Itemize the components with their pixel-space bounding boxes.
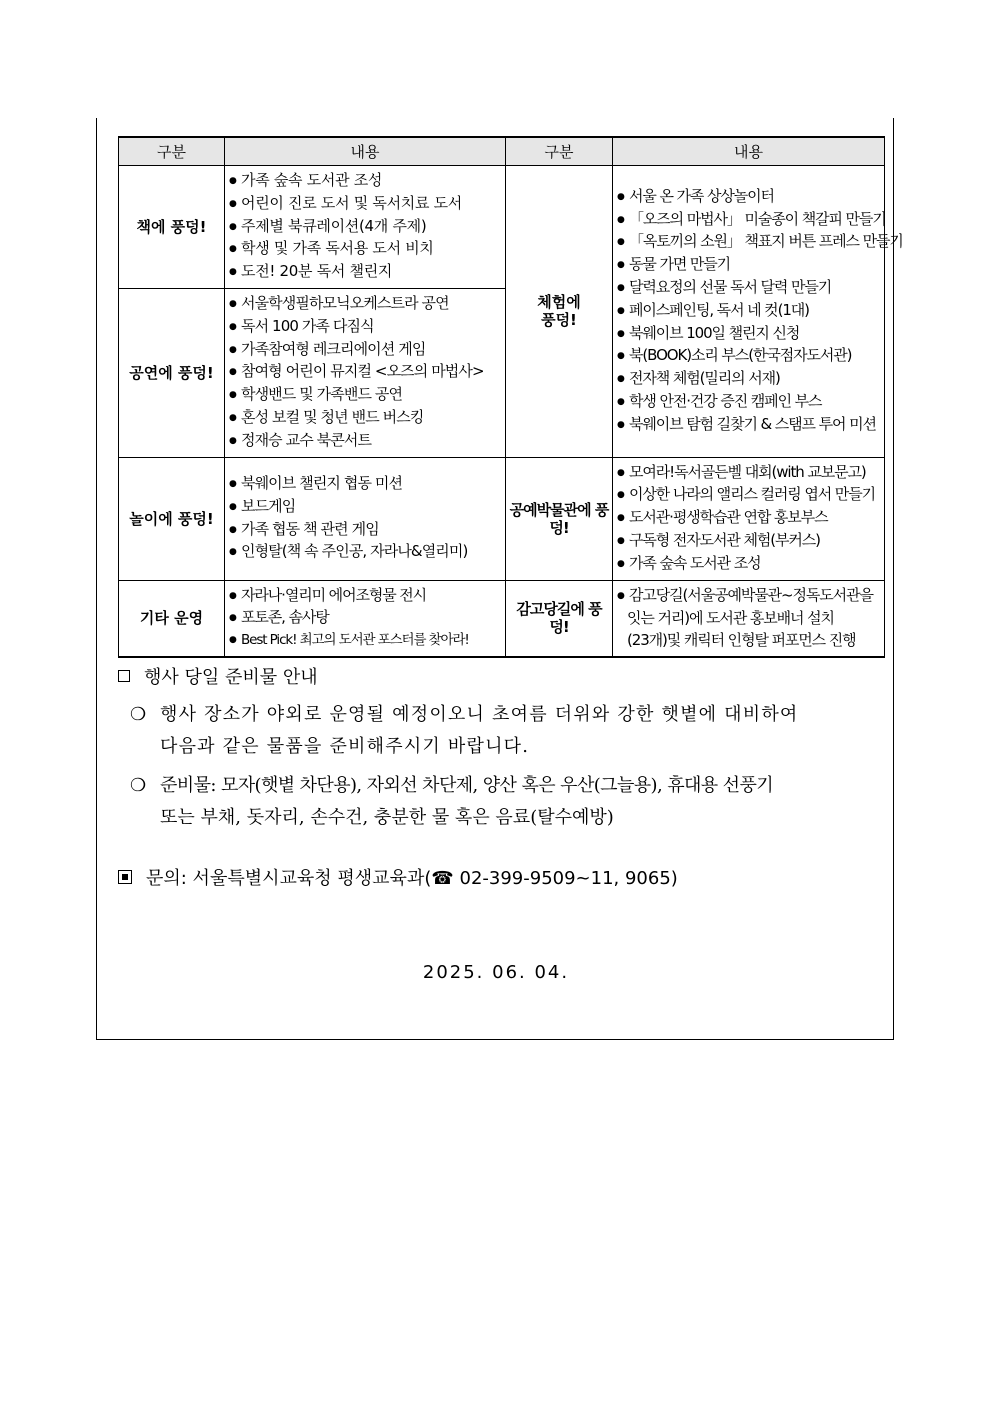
list-item: ● 가족 협동 책 관련 게임 [229,519,379,538]
list-item: ● 혼성 보컬 및 청년 밴드 버스킹 [229,407,424,426]
document-date: 2025. 06. 04. [422,962,570,983]
list-item: ● 가족 숲속 도서관 조성 [229,171,383,189]
notice-paragraph-supplies: ❍ 준비물: 모자(햇볕 차단용), 자외선 차단제, 양산 혹은 우산(그늘용), 휴대용 선풍기 또는 부채, 돗자리, 손수건, 충분한 물 혹은 음료(탈수예방) [130,770,892,834]
list-item: ● 학생 및 가족 독서용 도서 비치 [229,239,434,258]
filled-square-icon [118,870,132,884]
category-craft-museum: 공예박물관에 풍덩! [506,457,613,580]
content-other [225,580,506,657]
list-item: ● 가족참여형 레크리에이션 게임 [229,339,426,358]
list-item: ● 북웨이브 챌린지 협동 미션 [229,473,403,492]
list-item: ● 감고당길(서울공예박물관~정독도서관을 [617,586,873,605]
list-item: ● 참여형 어린이 뮤지컬 <오즈의 마법사> [229,362,484,381]
checkbox-square-icon [118,670,130,682]
list-item: ● 페이스페인팅, 독서 네 컷(1대) [617,300,809,319]
list-item: ● 학생 안전·건강 증진 캠페인 부스 [617,392,822,411]
list-item: ● 동물 가면 만들기 [617,255,731,274]
header-content-left: 내용 [225,137,506,166]
list-item: ● 북웨이브 탐험 길찾기 & 스탬프 투어 미션 [617,414,876,433]
category-performance: 공연에 풍덩! [119,288,225,457]
content-play [225,457,506,580]
circle-bullet-icon: ❍ [130,775,147,796]
category-experience: 체험에 풍덩! [506,166,613,458]
category-other: 기타 운영 [119,580,225,657]
list-item: ● Best Pick! 최고의 도서관 포스터를 찾아라! [229,632,469,649]
header-category-left: 구분 [119,137,225,166]
list-item: ● 북(BOOK)소리 부스(한국점자도서관) [617,346,852,365]
list-item: ● 이상한 나라의 앨리스 컬러링 엽서 만들기 [617,485,875,504]
list-item: ● 가족 숲속 도서관 조성 [617,553,761,572]
events-table [118,136,903,658]
list-item: ● 「옥토끼의 소원」 책표지 버튼 프레스 만들기 [617,232,903,251]
list-item: ● 정재승 교수 북콘서트 [229,430,372,449]
category-gamgodang: 감고당길에 풍덩! [506,580,613,657]
table-header-row [119,137,885,166]
table-row [119,580,885,657]
content-experience [613,166,903,458]
list-item: ● 독서 100 가족 다짐식 [229,316,374,335]
table-row [119,457,885,580]
list-item: ● 인형탈(책 속 주인공, 자라나&열리미) [229,542,468,561]
content-craft-museum [613,457,885,580]
content-gamgodang [613,580,885,657]
content-books [225,166,506,289]
circle-bullet-icon: ❍ [130,704,148,725]
list-item: ● 학생밴드 및 가족밴드 공연 [229,385,403,404]
category-books: 책에 풍덩! [119,166,225,289]
list-item: ● 포토존, 솜사탕 [229,608,329,627]
list-item: ● 서울학생필하모닉오케스트라 공연 [229,293,449,312]
table-row [119,166,885,289]
notice-paragraph-weather: ❍ 행사 장소가 야외로 운영될 예정이오니 초여름 더위와 강한 햇볕에 대비하여 다음과 같은 물품을 준비해주시기 바랍니다. [130,699,892,763]
list-item: ● 「오즈의 마법사」 미술종이 책갈피 만들기 [617,209,886,228]
list-item: ● 자라나·열리미 에어조형물 전시 [229,585,427,604]
list-item: ● 주제별 북큐레이션(4개 주제) [229,216,427,235]
category-play: 놀이에 풍덩! [119,457,225,580]
content-performance [225,288,506,457]
list-item: ● 북웨이브 100일 챌린지 신청 [617,323,800,342]
header-category-right: 구분 [506,137,613,166]
list-item: ● 도전! 20분 독서 챌린지 [229,262,393,281]
notice-section-title: 행사 당일 준비물 안내 [118,663,318,689]
list-item: ● 어린이 진로 도서 및 독서치료 도서 [229,193,463,212]
list-item: (23개)및 캐릭터 인형탈 퍼포먼스 진행 [627,630,856,649]
inquiry-contact: 문의: 서울특별시교육청 평생교육과(☎ 02-399-9509~11, 9065) [118,864,678,890]
list-item: ● 전자책 체험(밀리의 서재) [617,369,780,388]
list-item: ● 달력요정의 선물 독서 달력 만들기 [617,278,832,297]
list-item: ● 도서관·평생학습관 연합 홍보부스 [617,508,828,527]
list-item: ● 서울 온 가족 상상놀이터 [617,186,774,205]
list-item: 잇는 거리)에 도서관 홍보배너 설치 [627,608,834,627]
list-item: ● 구독형 전자도서관 체험(부커스) [617,530,820,549]
list-item: ● 모여라!독서골든벨 대회(with 교보문고) [617,462,866,481]
list-item: ● 보드게임 [229,496,296,515]
header-content-right: 내용 [613,137,885,166]
